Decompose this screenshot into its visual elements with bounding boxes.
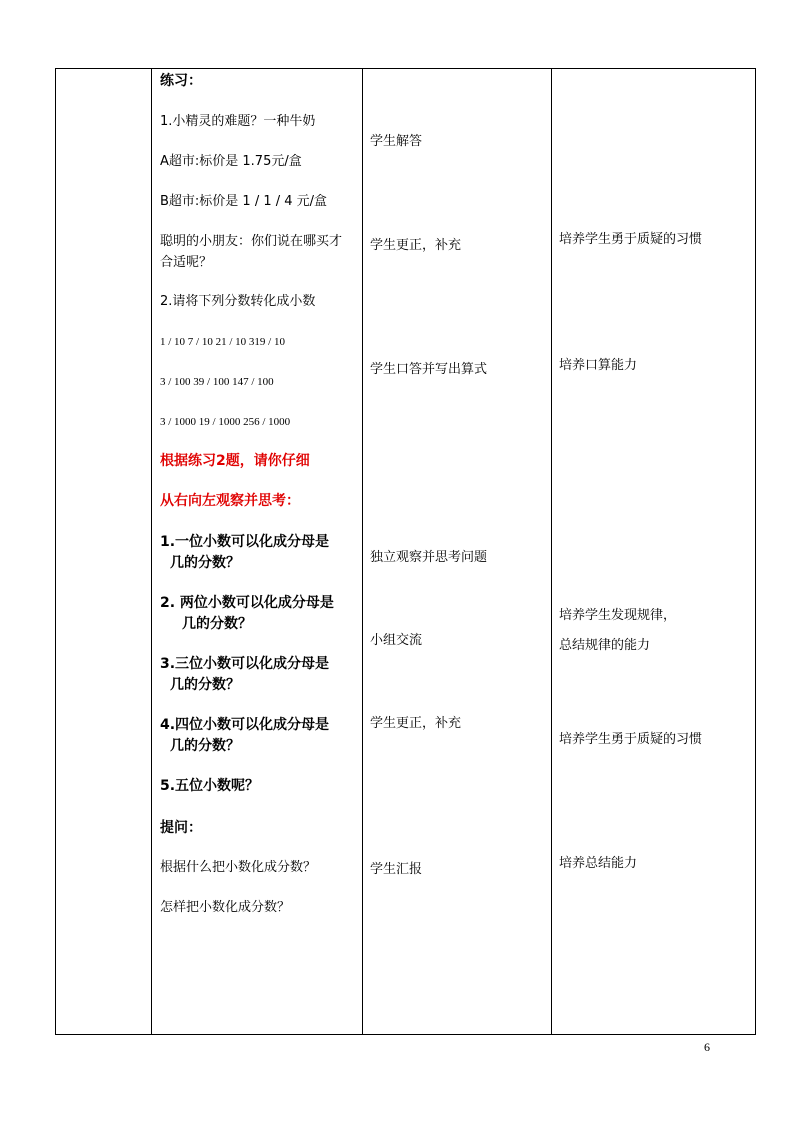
student-activity-item: 学生口答并写出算式 (370, 362, 488, 377)
thinking-question-4-cont: 几的分数？ (170, 738, 240, 754)
student-activity-item: 学生解答 (370, 134, 423, 149)
design-intent-item: 培养口算能力 (559, 358, 638, 373)
exercise-heading: 练习： (160, 73, 202, 89)
student-activity-item: 小组交流 (370, 633, 423, 648)
page-number: 6 (704, 1040, 710, 1054)
thinking-question-5: 5.五位小数呢？ (160, 778, 260, 794)
thinking-question-3-cont: 几的分数？ (170, 677, 240, 693)
design-intent-item: 培养学生勇于质疑的习惯 (559, 732, 703, 747)
observation-instruction-cont: 从右向左观察并思考： (160, 493, 300, 509)
design-intent-item: 培养学生发现规律， (559, 608, 677, 623)
student-activity-cell (363, 69, 551, 1034)
student-activity-item: 独立观察并思考问题 (370, 550, 488, 565)
ask-heading: 提问： (160, 820, 202, 836)
ask-question-2: 怎样把小数化成分数？ (160, 900, 291, 915)
fraction-row: 1 / 10 7 / 10 21 / 10 319 / 10 (160, 336, 285, 348)
question-1-text: 1.小精灵的难题？一种牛奶 (160, 114, 316, 129)
question-1-prompt: 聪明的小朋友：你们说在哪买才 (160, 234, 343, 249)
observation-instruction: 根据练习2题，请你仔细 (160, 453, 310, 469)
student-activity-item: 学生更正，补充 (370, 716, 462, 731)
design-intent-cell (552, 69, 756, 1034)
question-2-text: 2.请将下列分数转化成小数 (160, 294, 316, 309)
ask-question-1: 根据什么把小数化成分数？ (160, 860, 317, 875)
fraction-row: 3 / 100 39 / 100 147 / 100 (160, 376, 274, 388)
supermarket-b-price: B超市:标价是 1 / 1 / 4 元/盒 (160, 194, 328, 209)
teaching-content-cell (152, 69, 362, 1034)
student-activity-item: 学生汇报 (370, 862, 423, 877)
thinking-question-4: 4.四位小数可以化成分母是 (160, 717, 330, 733)
lesson-table (55, 68, 756, 1035)
question-1-prompt-cont: 合适呢？ (160, 255, 213, 270)
design-intent-item: 总结规律的能力 (559, 638, 651, 653)
fraction-row: 3 / 1000 19 / 1000 256 / 1000 (160, 416, 291, 428)
design-intent-item: 培养学生勇于质疑的习惯 (559, 232, 703, 247)
thinking-question-1-cont: 几的分数？ (170, 555, 240, 571)
student-activity-item: 学生更正，补充 (370, 238, 462, 253)
thinking-question-2: 2. 两位小数可以化成分母是 (160, 595, 334, 611)
thinking-question-2-cont: 几的分数？ (182, 616, 252, 632)
design-intent-item: 培养总结能力 (559, 856, 638, 871)
thinking-question-1: 1.一位小数可以化成分母是 (160, 534, 330, 550)
supermarket-a-price: A超市:标价是 1.75元/盒 (160, 154, 302, 169)
thinking-question-3: 3.三位小数可以化成分母是 (160, 656, 330, 672)
